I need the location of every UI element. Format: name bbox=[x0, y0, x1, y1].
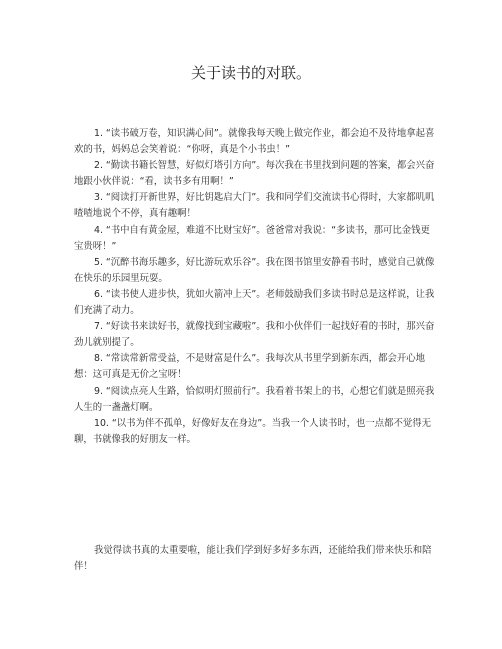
list-item: 5. “沉醉书海乐趣多，好比游玩欢乐谷”。我在图书馆里安静看书时，感觉自己就像在快乐的乐园里玩耍。 bbox=[74, 256, 435, 284]
list-item: 3. “阅读打开新世界，好比钥匙启大门”。我和同学们交流读书心得时，大家都叽叽喳喳地说个不停，真有趣啊！ bbox=[74, 192, 435, 220]
list-item: 4. “书中自有黄金屋，难道不比财宝好”。爸爸常对我说：“多读书，那可比金钱更宝贵呀！” bbox=[74, 224, 430, 252]
list-item: 2. “勤读书籍长智慧，好似灯塔引方向”。每次我在书里找到问题的答案，都会兴奋地跟小伙伴说：“看，读书多有用啊！” bbox=[74, 160, 435, 188]
couplet-list bbox=[74, 126, 436, 448]
closing-paragraph: 我觉得读书真的太重要啦，能让我们学到好多好多东西，还能给我们带来快乐和陪伴！ bbox=[74, 545, 432, 573]
list-item: 8. “常读常新常受益，不是财富是什么”。我每次从书里学到新东西，都会开心地想：这可真是无价之宝呀！ bbox=[74, 353, 426, 381]
list-item: 10. “以书为伴不孤单，好像好友在身边”。当我一个人读书时，也一点都不觉得无聊，书就像我的好朋友一样。 bbox=[74, 417, 431, 445]
list-item: 6. “读书使人进步快，犹如火箭冲上天”。老师鼓励我们多读书时总是这样说，让我们充满了动力。 bbox=[74, 288, 435, 317]
list-item: 9. “阅读点亮人生路，恰似明灯照前行”。我看着书架上的书，心想它们就是照亮我人生的一盏盏灯啊。 bbox=[74, 385, 435, 413]
list-item: 1. “读书破万卷，知识满心间”。就像我每天晚上做完作业，都会迫不及待地拿起喜欢的书，妈妈总会笑着说：“你呀，真是个小书虫！” bbox=[74, 128, 435, 156]
list-item: 7. “好读书来读好书，就像找到宝藏啦”。我和小伙伴们一起找好看的书时，那兴奋劲儿就别提了。 bbox=[74, 321, 435, 349]
document-title: 关于读书的对联。 bbox=[190, 64, 311, 82]
